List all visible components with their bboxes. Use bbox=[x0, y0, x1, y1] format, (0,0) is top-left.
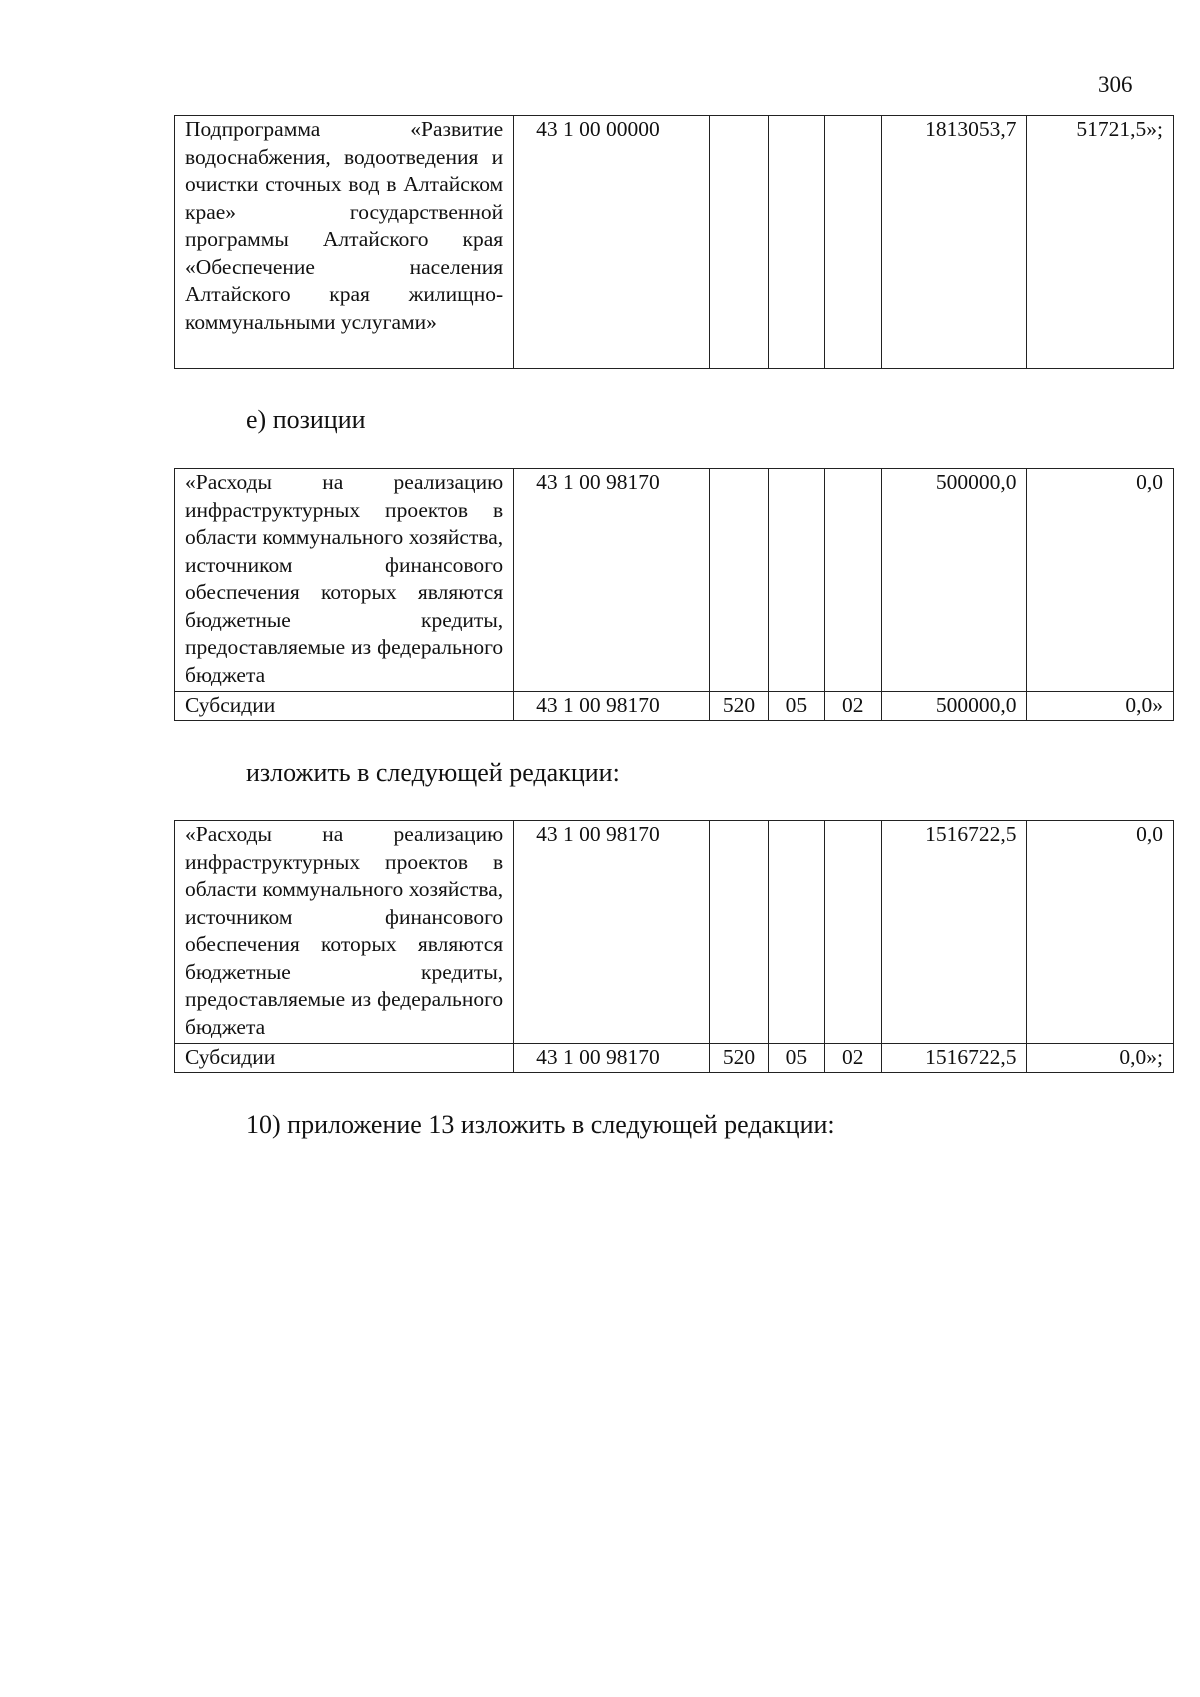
row-name: Подпрограмма «Развитие водоснабжения, водоотведения и очистки сточных вод в Алтайском крае» государственной программы Алтайского края «Обеспечение населения Алтайского края жилищно-коммунальными услугами» bbox=[175, 116, 514, 369]
row-name: Субсидии bbox=[175, 692, 514, 721]
row-col5: 02 bbox=[824, 1044, 881, 1073]
row-sum2: 51721,5»; bbox=[1027, 116, 1174, 369]
row-code: 43 1 00 98170 bbox=[514, 469, 710, 692]
row-col3 bbox=[709, 821, 768, 1044]
row-col4: 05 bbox=[769, 1044, 824, 1073]
row-sum2: 0,0 bbox=[1027, 821, 1174, 1044]
table-row bbox=[175, 821, 1174, 1044]
row-sum1: 1516722,5 bbox=[881, 1044, 1026, 1073]
row-col4 bbox=[769, 116, 824, 369]
row-sum1: 500000,0 bbox=[881, 692, 1026, 721]
row-col5: 02 bbox=[824, 692, 881, 721]
row-code: 43 1 00 98170 bbox=[514, 1044, 710, 1073]
row-col3: 520 bbox=[709, 1044, 768, 1073]
row-code: 43 1 00 00000 bbox=[514, 116, 710, 369]
row-sum1: 1516722,5 bbox=[881, 821, 1026, 1044]
paragraph-e-positions: е) позиции bbox=[246, 405, 366, 434]
table-row bbox=[175, 692, 1174, 721]
paragraph-appendix-13: 10) приложение 13 изложить в следующей редакции: bbox=[246, 1110, 835, 1139]
row-sum2: 0,0 bbox=[1027, 469, 1174, 692]
row-sum1: 500000,0 bbox=[881, 469, 1026, 692]
row-col5 bbox=[824, 821, 881, 1044]
row-code: 43 1 00 98170 bbox=[514, 692, 710, 721]
page-number: 306 bbox=[1098, 72, 1133, 97]
row-name: «Расходы на реализацию инфраструктурных проектов в области коммунального хозяйства, источником финансового обеспечения которых являются бюджетные кредиты, предоставляемые из федерального бюджета bbox=[175, 821, 514, 1044]
row-col3: 520 bbox=[709, 692, 768, 721]
row-sum1: 1813053,7 bbox=[881, 116, 1026, 369]
row-sum2: 0,0»; bbox=[1027, 1044, 1174, 1073]
paragraph-new-edition: изложить в следующей редакции: bbox=[246, 758, 620, 787]
row-col4: 05 bbox=[769, 692, 824, 721]
row-name: Субсидии bbox=[175, 1044, 514, 1073]
row-col4 bbox=[769, 469, 824, 692]
positions-old-table bbox=[174, 468, 1174, 721]
row-name: «Расходы на реализацию инфраструктурных проектов в области коммунального хозяйства, источником финансового обеспечения которых являются бюджетные кредиты, предоставляемые из федерального бюджета bbox=[175, 469, 514, 692]
row-col3 bbox=[709, 116, 768, 369]
table-row bbox=[175, 469, 1174, 692]
table-row bbox=[175, 116, 1174, 369]
row-sum2: 0,0» bbox=[1027, 692, 1174, 721]
subprogram-table bbox=[174, 115, 1174, 369]
row-col3 bbox=[709, 469, 768, 692]
row-code: 43 1 00 98170 bbox=[514, 821, 710, 1044]
table-row bbox=[175, 1044, 1174, 1073]
row-col5 bbox=[824, 116, 881, 369]
row-col5 bbox=[824, 469, 881, 692]
positions-new-table bbox=[174, 820, 1174, 1073]
row-col4 bbox=[769, 821, 824, 1044]
